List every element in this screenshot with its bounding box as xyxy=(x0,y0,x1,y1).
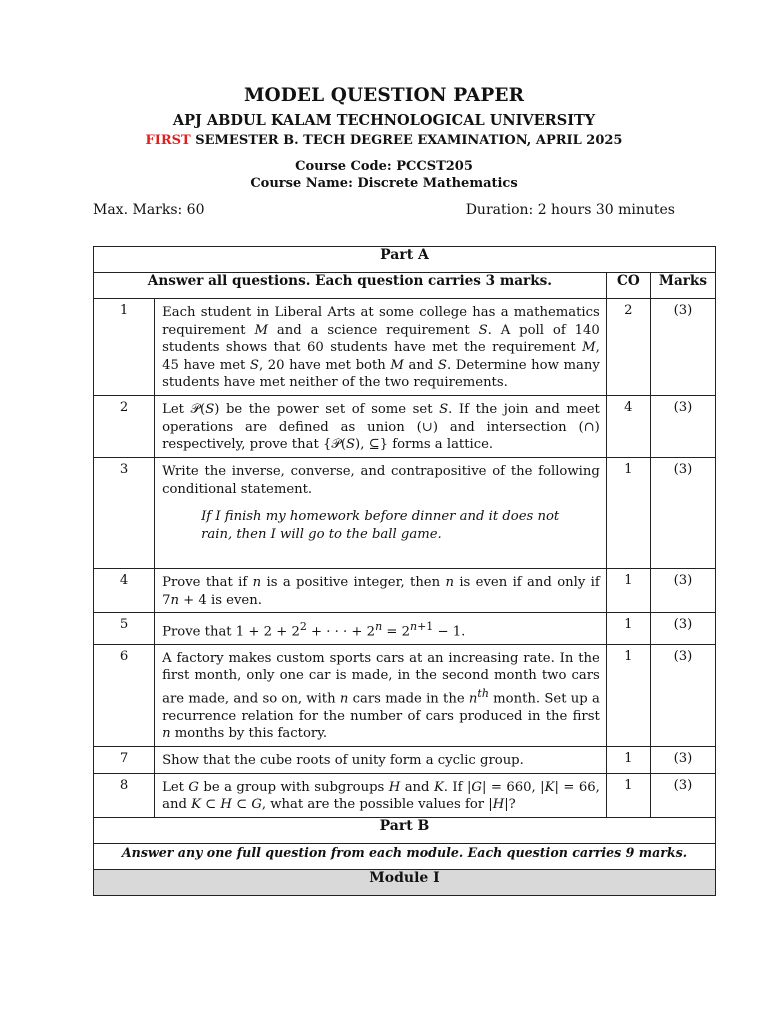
question-text: Let G be a group with subgroups H and K. If |G| = 660, |K| = 66, and K ⊂ H ⊂ G, what are the possible values for |H|? xyxy=(155,773,607,817)
question-marks: (3) xyxy=(650,299,715,396)
question-text: Let 𝒫(S) be the power set of some set S. If the join and meet operations are defined as union (∪) and intersection (∩) respectively, prove that {𝒫(S), ⊆} forms a lattice. xyxy=(155,396,607,458)
table-row xyxy=(94,644,716,746)
semester-highlight: FIRST xyxy=(145,133,191,148)
table-row xyxy=(94,569,716,613)
table-row xyxy=(94,746,716,773)
question-co: 1 xyxy=(606,458,650,569)
question-number: 3 xyxy=(94,458,155,569)
table-row xyxy=(94,458,716,569)
part-a-title: Part A xyxy=(94,247,716,273)
duration: Duration: 2 hours 30 minutes xyxy=(465,202,675,218)
question-co: 1 xyxy=(606,569,650,613)
question-number: 5 xyxy=(94,613,155,645)
question-marks: (3) xyxy=(650,746,715,773)
question-number: 8 xyxy=(94,773,155,817)
table-row xyxy=(94,613,716,645)
question-co: 1 xyxy=(606,613,650,645)
question-text: Prove that $1 + 2 + 2^2$ + · · · + $2^n = 2^{n+1} - 1$. xyxy=(155,613,607,645)
part-b-title: Part B xyxy=(94,817,716,843)
course-code: Course Code: PCCST205 xyxy=(295,159,473,174)
paper-title: MODEL QUESTION PAPER xyxy=(243,85,525,106)
marks-header: Marks xyxy=(650,273,715,299)
question-table xyxy=(93,246,716,896)
question-marks: (3) xyxy=(650,613,715,645)
part-b-instruction: Answer any one full question from each module. Each question carries 9 marks. xyxy=(94,843,716,869)
question-co: 1 xyxy=(606,773,650,817)
table-row xyxy=(94,773,716,817)
question-number: 6 xyxy=(94,644,155,746)
question-co: 2 xyxy=(606,299,650,396)
exam-title xyxy=(0,133,768,148)
question-marks: (3) xyxy=(650,569,715,613)
question-text: Each student in Liberal Arts at some college has a mathematics requirement M and a science requirement S. A poll of 140 students shows that 60 students have met the requirement M, 45 have met S, 20 have met both M and S. Determine how many students have met neither of the two requirements. xyxy=(155,299,607,396)
question-co: 1 xyxy=(606,746,650,773)
module-heading: Module I xyxy=(94,869,716,895)
table-row xyxy=(94,396,716,458)
max-marks: Max. Marks: 60 xyxy=(93,202,205,218)
question-text: A factory makes custom sports cars at an increasing rate. In the first month, only one car is made, in the second month two cars are made, and so on, with n cars made in the $n^{th}$ month. Set up a recurrence relation for the number of cars produced in the first n months by this factory. xyxy=(155,644,607,746)
question-co: 4 xyxy=(606,396,650,458)
university-name: APJ ABDUL KALAM TECHNOLOGICAL UNIVERSITY xyxy=(172,112,596,129)
question-text: Show that the cube roots of unity form a cyclic group. xyxy=(155,746,607,773)
question-co: 1 xyxy=(606,644,650,746)
question-marks: (3) xyxy=(650,644,715,746)
table-row xyxy=(94,299,716,396)
question-marks: (3) xyxy=(650,773,715,817)
question-marks: (3) xyxy=(650,458,715,569)
question-text: Prove that if n is a positive integer, then n is even if and only if 7n + 4 is even. xyxy=(155,569,607,613)
question-number: 2 xyxy=(94,396,155,458)
quoted-statement: If I finish my homework before dinner and it does not rain, then I will go to the ball game. xyxy=(201,509,560,542)
part-a-instruction: Answer all questions. Each question carries 3 marks. xyxy=(94,273,607,299)
question-number: 1 xyxy=(94,299,155,396)
question-marks: (3) xyxy=(650,396,715,458)
question-number: 4 xyxy=(94,569,155,613)
question-text: Write the inverse, converse, and contrapositive of the following conditional statement. If I finish my homework before dinner and it does not rain, then I will go to the ball game. xyxy=(155,458,607,569)
question-number: 7 xyxy=(94,746,155,773)
co-header: CO xyxy=(606,273,650,299)
course-name: Course Name: Discrete Mathematics xyxy=(250,176,518,191)
exam-title-rest: SEMESTER B. TECH DEGREE EXAMINATION, APRIL 2025 xyxy=(190,133,623,148)
